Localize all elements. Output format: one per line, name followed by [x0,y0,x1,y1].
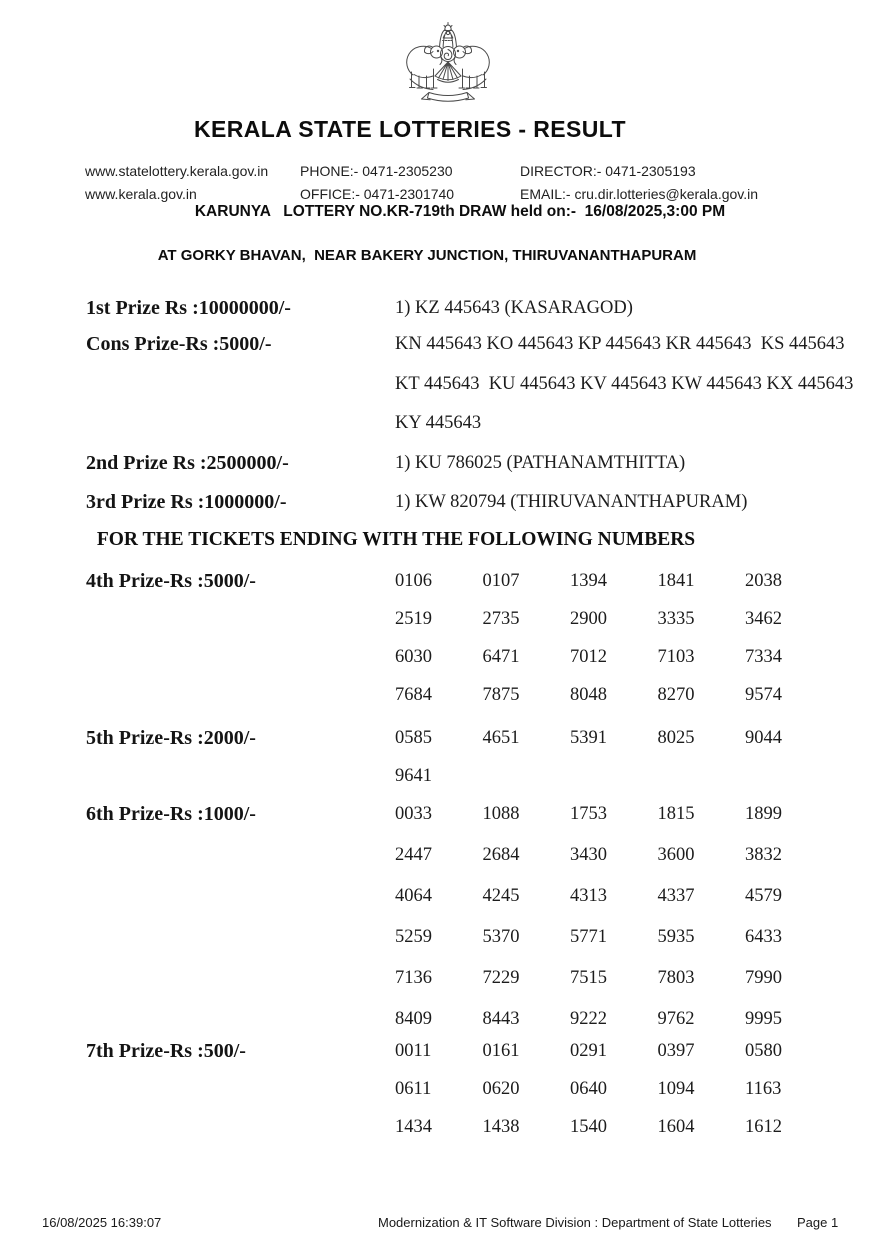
ticket-number: 5391 [570,728,607,748]
ticket-number: 8048 [570,685,607,705]
ticket-number-row [395,927,870,968]
prize-label: 4th Prize-Rs :5000/- [86,570,256,592]
ticket-number: 1394 [570,571,607,591]
ticket-number: 0397 [657,1041,695,1061]
ticket-number: 2900 [570,609,607,629]
ticket-number: 5259 [395,927,432,947]
ticket-number-row [395,766,870,804]
ticket-number: 9044 [745,728,782,748]
ticket-number: 2735 [482,609,520,629]
ticket-number: 9995 [745,1009,782,1029]
winning-ticket-line: KY 445643 [395,413,482,433]
ticket-number-row [395,845,870,886]
ticket-number: 1438 [482,1117,520,1137]
ticket-number: 0011 [395,1041,432,1061]
winning-ticket-line: 1) KZ 445643 (KASARAGOD) [395,298,633,318]
ticket-number: 8270 [657,685,695,705]
contact-info [85,160,805,206]
ticket-number: 3832 [745,845,782,865]
prize-label: 3rd Prize Rs :1000000/- [86,491,287,513]
ticket-number: 7136 [395,968,432,988]
ticket-number: 4651 [482,728,520,748]
ticket-number: 9574 [745,685,782,705]
ticket-number: 8025 [657,728,695,748]
ticket-number: 1815 [657,804,695,824]
ticket-number: 1434 [395,1117,432,1137]
prize-label: 5th Prize-Rs :2000/- [86,727,256,749]
ticket-number: 7229 [482,968,520,988]
prize-winning-tickets [395,298,870,338]
ticket-number: 7875 [482,685,520,705]
ticket-number-grid [395,728,870,804]
ticket-number: 7334 [745,647,782,667]
ticket-number: 2038 [745,571,782,591]
ticket-number: 1899 [745,804,782,824]
prize-label: 2nd Prize Rs :2500000/- [86,452,289,474]
ticket-number: 0033 [395,804,432,824]
ticket-number: 5370 [482,927,520,947]
ticket-number: 5935 [657,927,695,947]
ticket-number: 3462 [745,609,782,629]
prize-winning-tickets [395,334,870,453]
ticket-number: 0107 [482,571,520,591]
ticket-number: 7803 [657,968,695,988]
footer-page-number: Page 1 [797,1215,839,1230]
ticket-number: 4337 [657,886,695,906]
ticket-number: 1540 [570,1117,607,1137]
ticket-number-row [395,1117,870,1155]
email-address: EMAIL:- cru.dir.lotteries@kerala.gov.in [520,186,759,202]
winning-ticket-line: 1) KU 786025 (PATHANAMTHITTA) [395,453,686,473]
ticket-number-row [395,728,870,766]
page-title: KERALA STATE LOTTERIES - RESULT [194,116,626,142]
winning-ticket-line: KN 445643 KO 445643 KP 445643 KR 445643 KS 445643 [395,334,845,354]
ticket-number: 6471 [482,647,520,667]
prize-label: Cons Prize-Rs :5000/- [86,333,272,355]
ticket-number: 0620 [482,1079,520,1099]
ticket-number: 4064 [395,886,432,906]
director-number: DIRECTOR:- 0471-2305193 [520,163,696,179]
ticket-number-row [395,886,870,927]
ticket-number: 7012 [570,647,607,667]
prize-winning-tickets [395,492,870,532]
ticket-number: 0580 [745,1041,782,1061]
section-heading: FOR THE TICKETS ENDING WITH THE FOLLOWING NUMBERS [96,529,696,550]
ticket-number: 0611 [395,1079,432,1099]
ticket-number: 1753 [570,804,607,824]
ticket-number: 0291 [570,1041,607,1061]
ticket-number: 2684 [482,845,520,865]
ticket-number: 4579 [745,886,782,906]
contact-row [85,160,805,183]
ticket-number-row [395,647,870,685]
ticket-number: 1094 [657,1079,695,1099]
ticket-number: 0106 [395,571,432,591]
ticket-number: 1163 [745,1079,782,1099]
ticket-number-grid [395,1041,870,1155]
ticket-number: 1841 [657,571,695,591]
kerala-state-emblem-icon [398,10,498,104]
website-link-statelottery: www.statelottery.kerala.gov.in [85,163,269,179]
ticket-number: 0161 [482,1041,520,1061]
ticket-number: 8443 [482,1009,520,1029]
phone-number: PHONE:- 0471-2305230 [300,163,453,179]
prize-label: 1st Prize Rs :10000000/- [86,297,291,319]
footer-timestamp: 16/08/2025 16:39:07 [42,1215,162,1230]
ticket-number: 9762 [657,1009,695,1029]
ticket-number: 9641 [395,766,432,786]
ticket-number: 6433 [745,927,782,947]
ticket-number: 4313 [570,886,607,906]
ticket-number: 0585 [395,728,432,748]
ticket-number: 1088 [482,804,520,824]
ticket-number: 1604 [657,1117,695,1137]
website-link-kerala: www.kerala.gov.in [85,186,197,202]
ticket-number: 1612 [745,1117,782,1137]
ticket-number-row [395,1041,870,1079]
ticket-number: 9222 [570,1009,607,1029]
ticket-number: 4245 [482,886,520,906]
winning-ticket-line: 1) KW 820794 (THIRUVANANTHAPURAM) [395,492,748,512]
ticket-number: 2447 [395,845,432,865]
venue-line: AT GORKY BHAVAN, NEAR BAKERY JUNCTION, THIRUVANANTHAPURAM [157,247,697,264]
winning-ticket-line: KT 445643 KU 445643 KV 445643 KW 445643 KX 445643 [395,373,854,394]
ticket-number: 7103 [657,647,695,667]
footer-division: Modernization & IT Software Division : Department of State Lotteries [378,1215,772,1230]
prize-label: 6th Prize-Rs :1000/- [86,803,256,825]
ticket-number: 3600 [657,845,695,865]
ticket-number: 6030 [395,647,432,667]
ticket-number: 5771 [570,927,607,947]
ticket-number-row [395,1079,870,1117]
ticket-number: 3335 [657,609,695,629]
ticket-number-row [395,804,870,845]
office-number: OFFICE:- 0471-2301740 [300,186,455,202]
ticket-number: 3430 [570,845,607,865]
ticket-number-grid [395,571,870,723]
prize-label: 7th Prize-Rs :500/- [86,1040,246,1062]
draw-title: KARUNYA LOTTERY NO.KR-719th DRAW held on:- 16/08/2025,3:00 PM [194,203,726,220]
ticket-number-row [395,609,870,647]
ticket-number-row [395,571,870,609]
ticket-number: 7515 [570,968,607,988]
ticket-number-row [395,968,870,1009]
ticket-number: 2519 [395,609,432,629]
ticket-number: 7684 [395,685,432,705]
ticket-number: 0640 [570,1079,607,1099]
ticket-number: 7990 [745,968,782,988]
prize-winning-tickets [395,453,870,493]
ticket-number-row [395,685,870,723]
ticket-number: 8409 [395,1009,432,1029]
ticket-number-grid [395,804,870,1050]
